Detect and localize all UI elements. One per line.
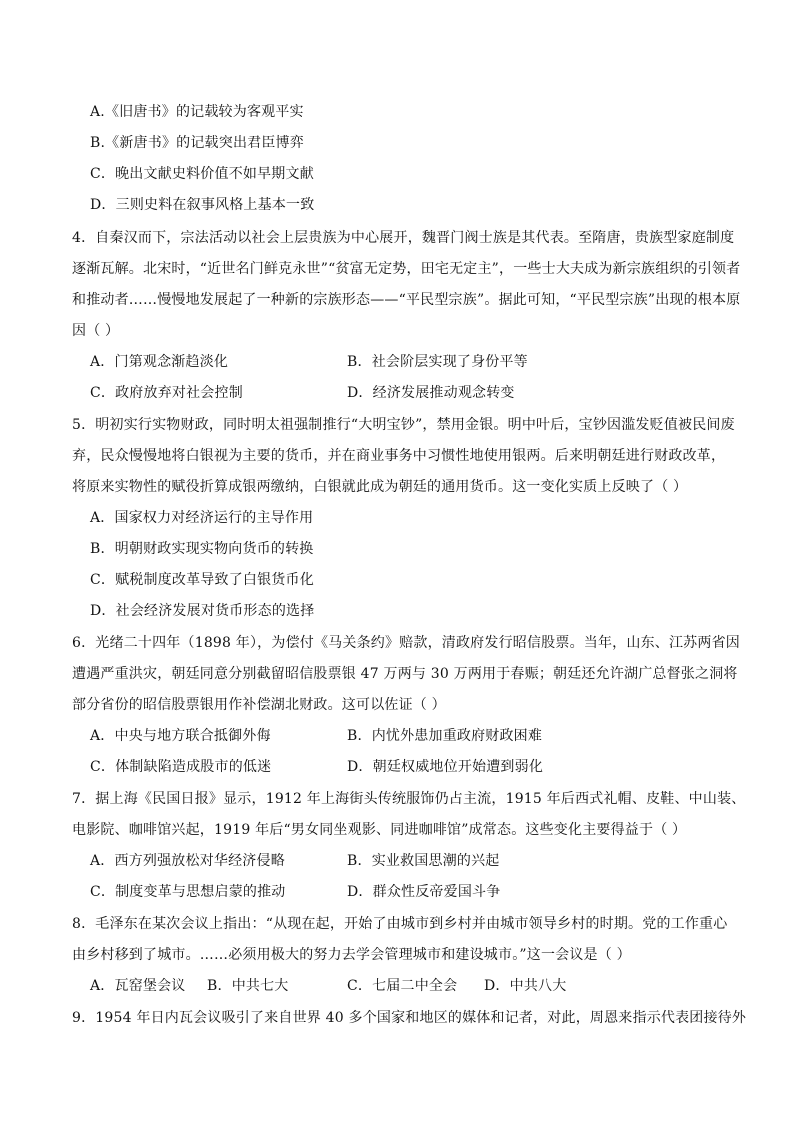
q4-stem-line-1: 4．自秦汉而下，宗法活动以社会上层贵族为中心展开，魏晋门阀士族是其代表。至隋唐，贵族型家庭制度 (72, 230, 735, 246)
q3-option-b[interactable]: B.《新唐书》的记载突出君臣博弈 (90, 135, 304, 151)
q5-option-a[interactable]: A．国家权力对经济运行的主导作用 (90, 510, 314, 526)
q4-stem-line-3: 和推动者……慢慢地发展起了一种新的宗族形态——“平民型宗族”。据此可知，“平民型宗族”出现的根本原 (72, 292, 741, 308)
q7-option-d[interactable]: D．群众性反帝爱国斗争 (347, 884, 501, 900)
q5-option-d[interactable]: D．社会经济发展对货币形态的选择 (90, 603, 315, 619)
q6-option-a[interactable]: A．中央与地方联合抵御外侮 (90, 728, 271, 744)
q7-stem-line-2: 电影院、咖啡馆兴起，1919 年后“男女同坐观影、同进咖啡馆”成常态。这些变化主要得益于（ ） (72, 822, 687, 838)
q4-stem-line-2: 逐渐瓦解。北宋时，“近世名门鲜克永世”“贫富无定势，田宅无定主”，一些士大夫成为新宗族组织的引领者 (72, 261, 741, 277)
q5-stem-line-3: 将原来实物性的赋役折算成银两缴纳，白银就此成为朝廷的通用货币。这一变化实质上反映了（ ） (72, 479, 688, 495)
q4-stem-line-4: 因（ ） (72, 323, 120, 339)
q6-option-c[interactable]: C．体制缺陷造成股市的低迷 (90, 759, 272, 775)
q7-stem-line-1: 7．据上海《民国日报》显示，1912 年上海街头传统服饰仍占主流，1915 年后西式礼帽、皮鞋、中山装、 (72, 791, 746, 807)
q8-option-d[interactable]: D．中共八大 (484, 978, 567, 994)
q5-option-b[interactable]: B．明朝财政实现实物向货币的转换 (90, 541, 314, 557)
q4-option-c[interactable]: C．政府放弃对社会控制 (90, 385, 243, 401)
q8-option-c[interactable]: C．七届二中全会 (347, 978, 458, 994)
q3-option-c[interactable]: C．晚出文献史料价值不如早期文献 (90, 166, 314, 182)
q7-option-c[interactable]: C．制度变革与思想启蒙的推动 (90, 884, 286, 900)
q4-option-a[interactable]: A．门第观念渐趋淡化 (90, 354, 229, 370)
q3-option-a[interactable]: A.《旧唐书》的记载较为客观平实 (90, 104, 304, 120)
q6-stem-line-3: 部分省份的昭信股票银用作补偿湖北财政。这可以佐证（ ） (72, 697, 446, 713)
q5-option-c[interactable]: C．赋税制度改革导致了白银货币化 (90, 572, 314, 588)
q4-option-b[interactable]: B．社会阶层实现了身份平等 (347, 354, 528, 370)
q8-option-a[interactable]: A．瓦窑堡会议 (90, 978, 186, 994)
q9-stem-line-1: 9．1954 年日内瓦会议吸引了来自世界 40 多个国家和地区的媒体和记者，对此，周恩来指示代表团接待外 (72, 1010, 747, 1026)
q7-option-a[interactable]: A．西方列强放松对华经济侵略 (90, 853, 285, 869)
q5-stem-line-1: 5．明初实行实物财政，同时明太祖强制推行“大明宝钞”，禁用金银。明中叶后，宝钞因滥发贬值被民间废 (72, 417, 735, 433)
q8-stem-line-2: 由乡村移到了城市。……必须用极大的努力去学会管理城市和建设城市。”这一会议是（ ） (72, 947, 631, 963)
q8-stem-line-1: 8．毛泽东在某次会议上指出：“从现在起，开始了由城市到乡村并由城市领导乡村的时期。党的工作重心 (72, 916, 728, 932)
q5-stem-line-2: 弃，民众慢慢地将白银视为主要的货币，并在商业事务中习惯性地使用银两。后来明朝廷进行财政改革， (72, 448, 726, 464)
q6-option-b[interactable]: B．内忧外患加重政府财政困难 (347, 728, 543, 744)
q4-option-d[interactable]: D．经济发展推动观念转变 (347, 385, 515, 401)
q7-option-b[interactable]: B．实业救国思潮的兴起 (347, 853, 500, 869)
q6-stem-line-2: 遭遇严重洪灾，朝廷同意分别截留昭信股票银 47 万两与 30 万两用于春赈；朝廷还允许湖广总督张之洞将 (72, 666, 738, 682)
q6-stem-line-1: 6．光绪二十四年（1898 年），为偿付《马关条约》赔款，清政府发行昭信股票。当年，山东、江苏两省因 (72, 635, 740, 651)
q6-option-d[interactable]: D．朝廷权威地位开始遭到弱化 (347, 759, 544, 775)
q3-option-d[interactable]: D．三则史料在叙事风格上基本一致 (90, 197, 315, 213)
q8-option-b[interactable]: B．中共七大 (207, 978, 289, 994)
